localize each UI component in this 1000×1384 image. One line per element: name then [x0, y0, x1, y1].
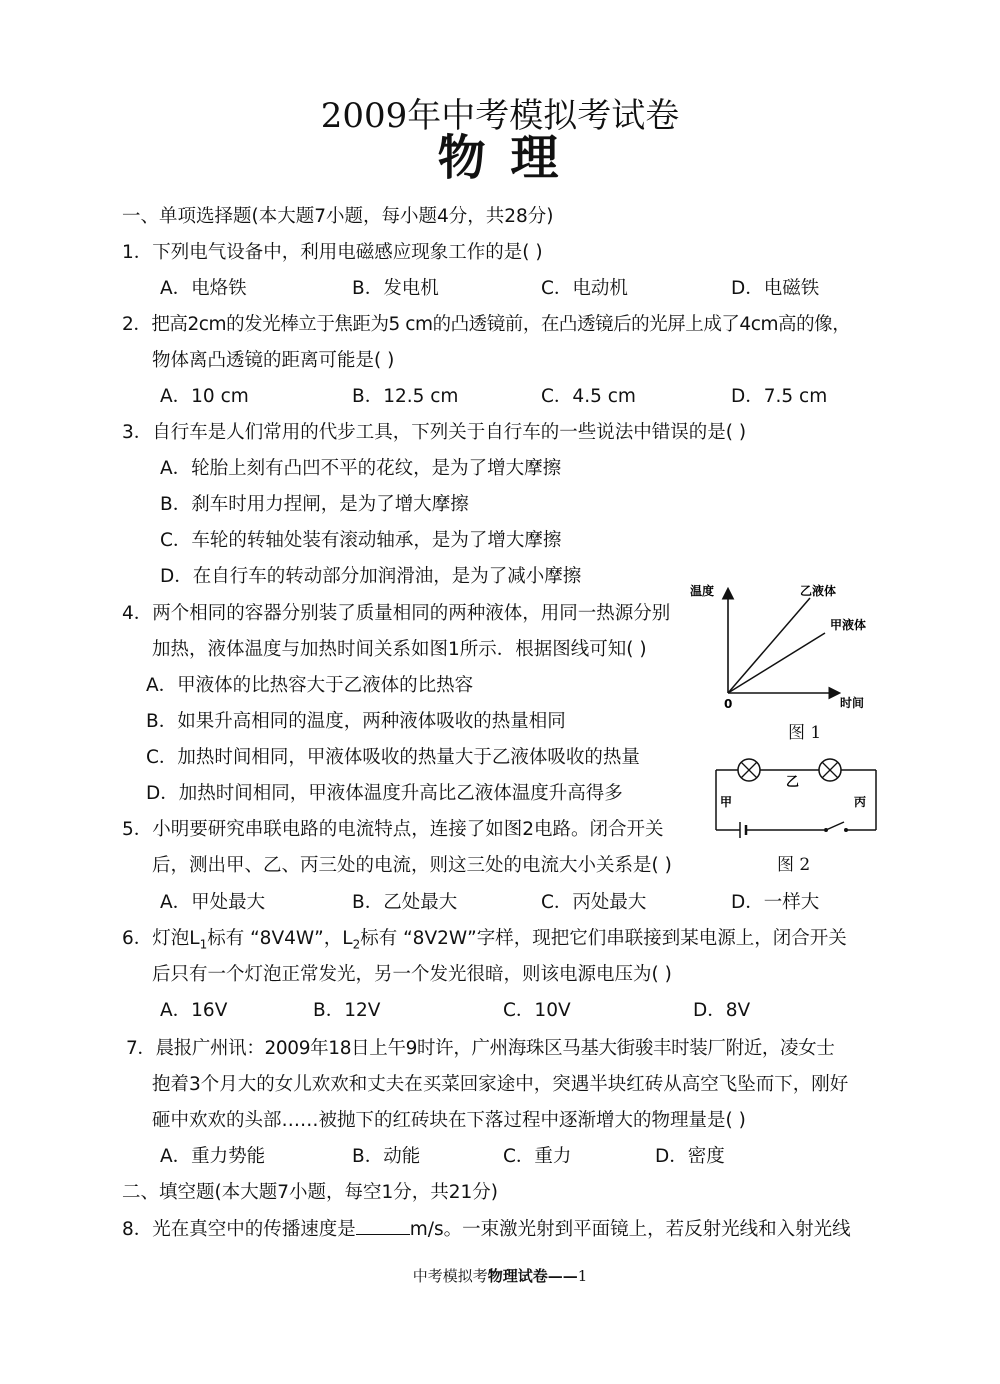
q6-sub-1: 1 [199, 937, 208, 952]
question-7-stem-line3: 砸中欢欢的头部……被抛下的红砖块在下落过程中逐渐增大的物理量是( ) [152, 1110, 746, 1131]
question-1-stem: 1．下列电气设备中，利用电磁感应现象工作的是( ) [122, 242, 543, 263]
question-2-option-d: D．7.5 cm [731, 386, 828, 407]
question-1-option-c: C．电动机 [541, 278, 628, 299]
question-6-option-b: B．12V [313, 1000, 381, 1021]
question-5-option-d: D．一样大 [731, 892, 820, 913]
label-yi-liquid: 乙液体 [800, 584, 837, 598]
question-6-option-d: D．8V [693, 1000, 751, 1021]
section-heading-1: 一、单项选择题(本大题7小题，每小题4分，共28分) [122, 206, 554, 227]
question-5-stem-line1: 5．小明要研究串联电路的电流特点，连接了如图2电路。闭合开关 [122, 819, 664, 840]
question-3-option-a: A．轮胎上刻有凸凹不平的花纹，是为了增大摩擦 [160, 458, 562, 479]
q8-answer-blank[interactable] [356, 1216, 410, 1235]
question-5-option-c: C．丙处最大 [541, 892, 647, 913]
question-7-stem-line1: 7．晨报广州讯：2009年18日上午9时许，广州海珠区马基大街骏丰时装厂附近，凌女士 [126, 1038, 835, 1059]
question-1-option-d: D．电磁铁 [731, 278, 820, 299]
question-5-stem-line2: 后，测出甲、乙、丙三处的电流，则这三处的电流大小关系是( ) [152, 855, 672, 876]
footer-bold-text: 物理试卷—— [487, 1267, 578, 1285]
question-7-stem-line2: 抱着3个月大的女儿欢欢和丈夫在买菜回家途中，突遇半块红砖从高空飞坠而下，刚好 [152, 1074, 849, 1095]
point-bing-label: 丙 [854, 795, 867, 809]
question-2-option-a: A．10 cm [160, 386, 249, 407]
line-jia-liquid [728, 633, 825, 693]
question-7-option-a: A．重力势能 [160, 1146, 266, 1167]
page-number: 1 [577, 1267, 588, 1285]
question-4-stem-line1: 4．两个相同的容器分别装了质量相同的两种液体，用同一热源分别 [122, 603, 671, 624]
question-6-stem-line1 [122, 926, 847, 958]
question-2-stem-line2: 物体离凸透镜的距离可能是( ) [152, 350, 395, 371]
question-6-stem-line2: 后只有一个灯泡正常发光，另一个发光很暗，则该电源电压为( ) [152, 964, 672, 985]
question-3-option-d: D．在自行车的转动部分加润滑油，是为了减小摩擦 [160, 566, 582, 587]
q6-text-a: 6．灯泡L [122, 928, 200, 949]
point-yi-label: 乙 [786, 775, 800, 790]
question-4-option-a: A．甲液体的比热容大于乙液体的比热容 [146, 675, 474, 696]
q8-text-b: m/s。一束激光射到平面镜上，若反射光线和入射光线 [409, 1219, 851, 1240]
label-jia-liquid: 甲液体 [830, 618, 867, 632]
figure-2-circuit [710, 752, 885, 842]
question-8-stem [122, 1216, 851, 1243]
question-7-option-d: D．密度 [655, 1146, 725, 1167]
question-7-option-c: C．重力 [503, 1146, 572, 1167]
footer-text: 中考模拟考 [412, 1267, 488, 1285]
section-heading-2: 二、填空题(本大题7小题，每空1分，共21分) [122, 1182, 499, 1203]
line-yi-liquid [728, 598, 810, 693]
question-3-option-c: C．车轮的转轴处装有滚动轴承，是为了增大摩擦 [160, 530, 562, 551]
question-4-option-b: B．如果升高相同的温度，两种液体吸收的热量相同 [146, 711, 566, 732]
q8-text-a: 8．光在真空中的传播速度是 [122, 1219, 356, 1240]
exam-title: 2009年中考模拟考试卷 [320, 96, 680, 136]
question-1-option-a: A．电烙铁 [160, 278, 247, 299]
page-footer [0, 1265, 1000, 1286]
figure-2-caption: 图 2 [777, 855, 811, 875]
question-2-option-c: C．4.5 cm [541, 386, 636, 407]
x-axis-label: 时间 [840, 696, 865, 710]
switch [826, 822, 844, 830]
question-5-option-a: A．甲处最大 [160, 892, 266, 913]
question-7-option-b: B．动能 [352, 1146, 421, 1167]
question-4-option-c: C．加热时间相同，甲液体吸收的热量大于乙液体吸收的热量 [146, 747, 640, 768]
figure-1-graph [690, 578, 890, 738]
q6-text-b: 标有 “8V4W”，L [207, 928, 353, 949]
question-6-option-c: C．10V [503, 1000, 571, 1021]
question-2-option-b: B．12.5 cm [352, 386, 459, 407]
point-jia-label: 甲 [720, 795, 733, 809]
question-3-option-b: B．刹车时用力捏闸，是为了增大摩擦 [160, 494, 469, 515]
figure-1-caption: 图 1 [788, 723, 822, 743]
question-6-option-a: A．16V [160, 1000, 228, 1021]
question-2-stem-line1: 2．把高2cm的发光棒立于焦距为5 cm的凸透镜前，在凸透镜后的光屏上成了4cm高的像， [122, 314, 851, 335]
question-3-stem: 3．自行车是人们常用的代步工具，下列关于自行车的一些说法中错误的是( ) [122, 422, 747, 443]
question-4-option-d: D．加热时间相同，甲液体温度升高比乙液体温度升高得多 [146, 783, 623, 804]
q6-text-c: 标有 “8V2W”字样，现把它们串联接到某电源上，闭合开关 [360, 928, 847, 949]
subject-title: 物 理 [437, 130, 563, 186]
question-1-option-b: B．发电机 [352, 278, 439, 299]
question-4-stem-line2: 加热，液体温度与加热时间关系如图1所示．根据图线可知( ) [152, 639, 647, 660]
question-5-option-b: B．乙处最大 [352, 892, 458, 913]
origin-label: 0 [724, 697, 733, 711]
y-axis-label: 温度 [690, 584, 715, 598]
q6-sub-2: 2 [352, 937, 361, 952]
